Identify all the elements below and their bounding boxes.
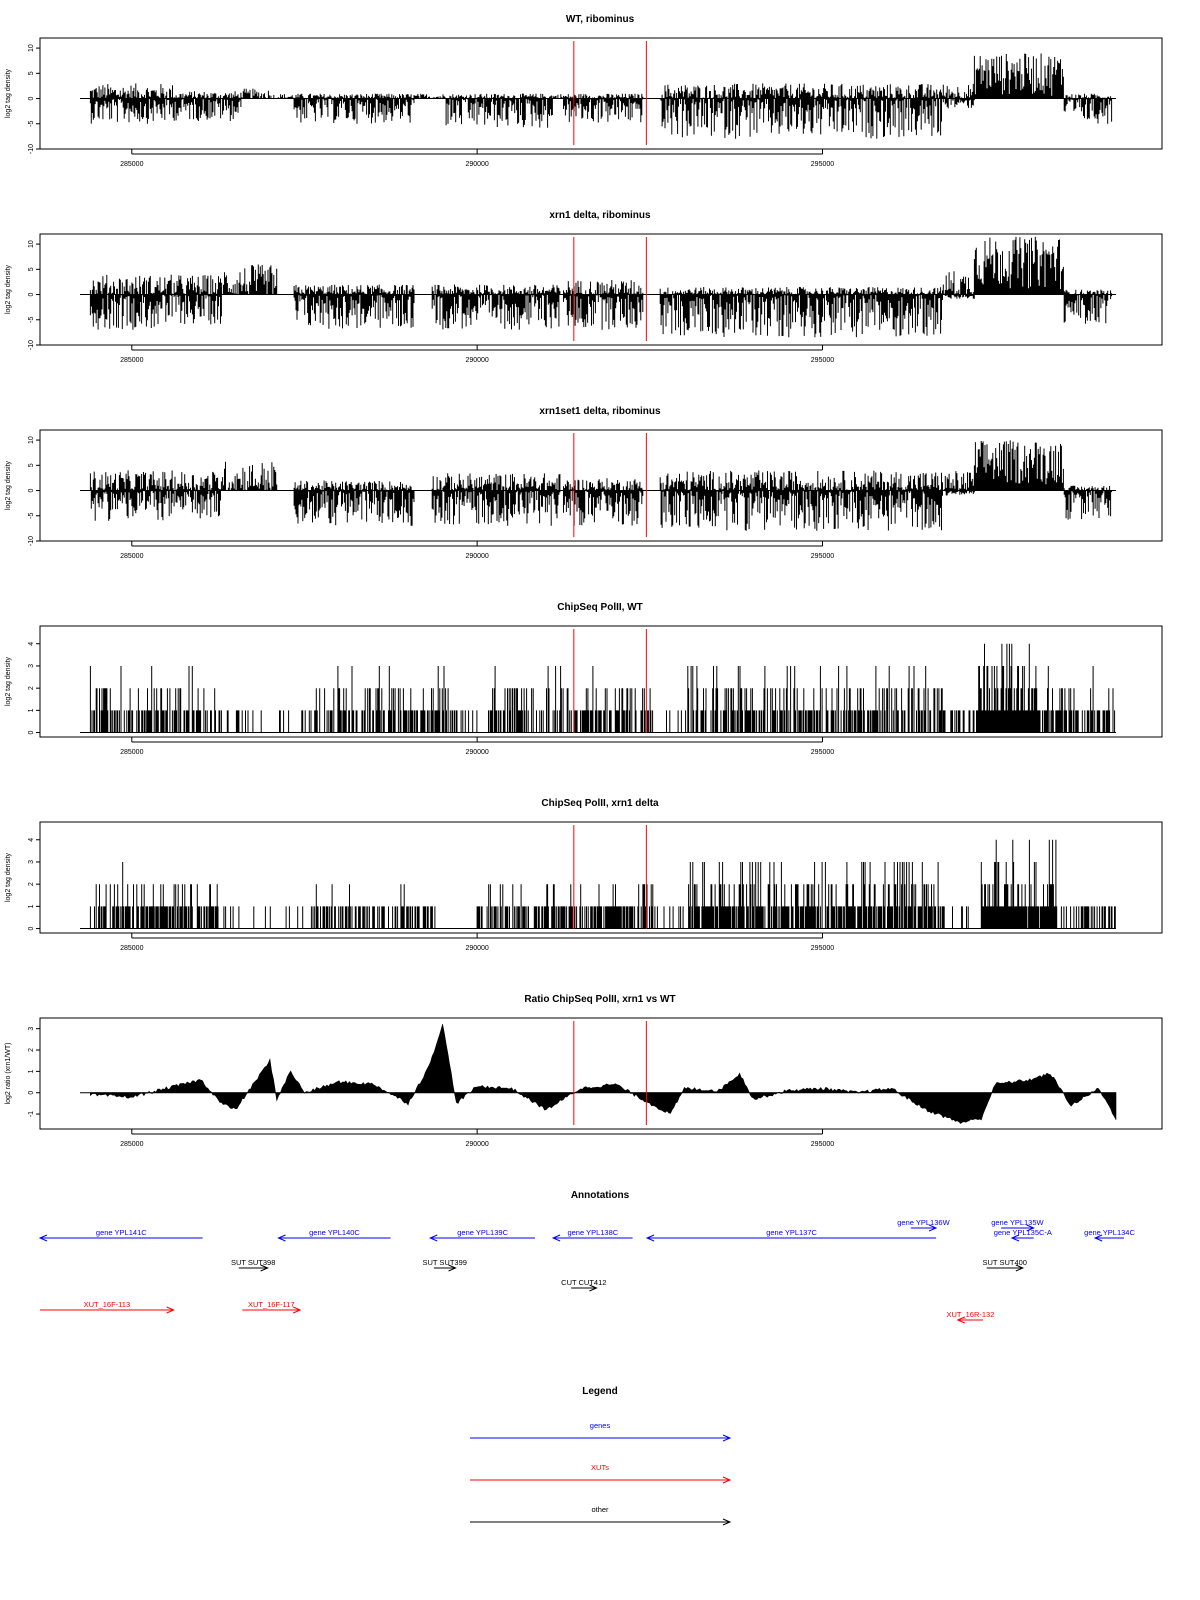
legend-label: other	[591, 1505, 609, 1514]
x-tick-label: 290000	[465, 553, 489, 560]
signal-segment	[564, 94, 643, 123]
annotation-label: gene YPL135C-A	[993, 1228, 1052, 1237]
annotation-label: gene YPL140C	[309, 1228, 360, 1237]
signal-segment	[432, 285, 560, 330]
signal-segment	[222, 265, 277, 295]
y-tick-label: -5	[28, 120, 35, 127]
signal-segment	[491, 666, 653, 733]
signal-segment	[222, 462, 277, 491]
chart-panel-ratio	[5, 994, 1162, 1148]
data-series	[90, 440, 1111, 530]
annotation-label: gene YPL137C	[766, 1228, 817, 1237]
signal-segment	[90, 470, 165, 520]
y-tick-label: -5	[28, 316, 35, 323]
signal-segment	[294, 285, 414, 329]
signal-segment	[294, 481, 414, 526]
signal-segment	[943, 906, 980, 928]
annotations-panel	[40, 1190, 1135, 1323]
annotation-XUTs	[242, 1300, 300, 1313]
annotation-label: gene YPL136W	[897, 1218, 950, 1227]
x-tick-label: 285000	[120, 161, 144, 168]
signal-segment	[1040, 666, 1115, 733]
signal-segment	[90, 862, 218, 929]
y-axis	[28, 838, 40, 931]
y-tick-label: 10	[28, 240, 35, 248]
annotation-label: XUT_16F-113	[83, 1300, 131, 1309]
annotation-label: gene YPL141C	[95, 1228, 147, 1237]
chart-panel-xrn1set1_ribominus	[5, 406, 1162, 560]
legend-entry-XUTs	[470, 1463, 730, 1483]
y-tick-label: 1	[28, 1069, 35, 1074]
signal-segment	[564, 478, 643, 526]
y-axis-label: log2 tag density	[5, 656, 12, 707]
x-tick-label: 295000	[810, 945, 835, 952]
y-tick-label: 4	[28, 641, 35, 646]
y-tick-label: 0	[28, 292, 35, 297]
y-tick-label: -10	[28, 535, 35, 547]
x-tick-label: 285000	[120, 945, 144, 952]
x-axis	[120, 541, 834, 560]
y-tick-label: 0	[28, 1090, 35, 1095]
signal-segment	[90, 666, 218, 733]
legend-label: XUTs	[591, 1463, 609, 1472]
signal-segment	[477, 884, 653, 928]
y-tick-label: -1	[28, 1110, 35, 1118]
chart-panel-wt_ribominus	[5, 14, 1162, 168]
annotation-genes	[897, 1218, 950, 1231]
x-tick-label: 285000	[120, 1141, 144, 1148]
annotation-label: SUT SUT398	[230, 1258, 276, 1267]
data-series	[90, 644, 1115, 733]
legend-title: Legend	[582, 1386, 618, 1397]
x-tick-label: 285000	[120, 553, 144, 560]
x-axis	[120, 345, 834, 364]
x-tick-label: 290000	[465, 161, 489, 168]
signal-segment	[688, 862, 943, 929]
signal-segment	[270, 94, 293, 98]
y-tick-label: 1	[28, 708, 35, 713]
chart-title: ChipSeq PolII, xrn1 delta	[541, 798, 659, 809]
annotation-other	[983, 1258, 1027, 1271]
x-tick-label: 290000	[465, 357, 489, 364]
y-tick-label: 0	[28, 96, 35, 101]
y-axis-label: log2 ratio (xrn1/WT)	[5, 1042, 12, 1105]
y-tick-label: 5	[28, 267, 35, 272]
signal-segment	[978, 644, 1039, 733]
annotation-genes	[40, 1228, 203, 1241]
y-axis-label: log2 tag density	[5, 460, 12, 511]
signal-segment	[553, 94, 563, 98]
y-tick-label: 10	[28, 436, 35, 444]
y-tick-label: 5	[28, 71, 35, 76]
annotation-genes	[647, 1228, 936, 1241]
signal-segment	[218, 710, 311, 732]
signal-segment	[173, 91, 242, 121]
plot-frame	[40, 1018, 1162, 1129]
annotation-other	[422, 1258, 466, 1271]
annotation-XUTs	[40, 1300, 174, 1313]
y-tick-label: 0	[28, 730, 35, 735]
y-tick-label: 0	[28, 488, 35, 493]
annotation-label: gene YPL135W	[991, 1218, 1044, 1227]
legend-label: genes	[589, 1421, 611, 1430]
y-tick-label: 2	[28, 686, 35, 691]
chart-title: ChipSeq PolII, WT	[557, 602, 643, 613]
chart-title: WT, ribominus	[565, 14, 635, 25]
legend-entry-genes	[470, 1421, 730, 1441]
signal-segment	[660, 471, 942, 531]
signal-segment	[311, 666, 449, 733]
y-tick-label: -10	[28, 143, 35, 155]
x-tick-label: 290000	[465, 1141, 489, 1148]
data-series	[90, 237, 1111, 337]
signal-segment	[218, 906, 311, 928]
x-tick-label: 285000	[120, 357, 144, 364]
signal-segment	[981, 840, 1056, 929]
annotation-genes	[278, 1228, 390, 1241]
signal-segment	[660, 83, 942, 138]
y-axis	[28, 436, 40, 546]
chart-title: xrn1set1 delta, ribominus	[539, 406, 661, 417]
annotation-label: gene YPL139C	[457, 1228, 509, 1237]
annotation-label: gene YPL134C	[1084, 1228, 1135, 1237]
y-tick-label: 2	[28, 882, 35, 887]
y-tick-label: 5	[28, 463, 35, 468]
y-tick-label: -5	[28, 512, 35, 519]
chart-panel-chip_wt	[5, 602, 1162, 756]
signal-segment	[974, 54, 1063, 99]
x-tick-label: 285000	[120, 749, 144, 756]
x-tick-label: 290000	[465, 749, 489, 756]
signal-segment	[311, 884, 435, 928]
signal-segment	[943, 84, 974, 109]
signal-segment	[943, 471, 974, 495]
y-tick-label: 1	[28, 904, 35, 909]
x-axis	[120, 149, 834, 168]
signal-segment	[1057, 906, 1115, 928]
ratio-area	[90, 1024, 1116, 1123]
y-axis	[28, 642, 40, 735]
signal-segment	[974, 237, 1063, 295]
annotation-XUTs	[946, 1310, 994, 1323]
x-axis	[120, 933, 834, 952]
chart-panel-chip_xrn1	[5, 798, 1162, 952]
annotation-label: gene YPL138C	[567, 1228, 619, 1237]
signal-segment	[90, 84, 172, 124]
y-axis	[28, 1027, 40, 1118]
x-tick-label: 290000	[465, 945, 489, 952]
chart-title: Ratio ChipSeq PolII, xrn1 vs WT	[524, 994, 676, 1005]
y-tick-label: 2	[28, 1048, 35, 1052]
chart-panel-xrn1_ribominus	[5, 210, 1162, 364]
annotation-genes	[430, 1228, 535, 1241]
signal-segment	[242, 89, 269, 99]
y-axis-label: log2 tag density	[5, 264, 12, 315]
signal-segment	[564, 280, 643, 330]
annotation-other	[231, 1258, 275, 1271]
x-axis	[120, 1129, 834, 1148]
data-series	[90, 840, 1115, 929]
signal-segment	[653, 906, 687, 928]
signal-segment	[166, 275, 221, 325]
signal-segment	[943, 710, 977, 732]
annotation-label: XUT_16F-117	[247, 1300, 295, 1309]
signal-segment	[688, 666, 943, 733]
annotation-other	[561, 1278, 606, 1291]
x-tick-label: 295000	[810, 161, 835, 168]
annotation-genes	[1084, 1228, 1135, 1241]
y-tick-label: 3	[28, 1026, 35, 1031]
annotation-label: SUT SUT400	[982, 1258, 1027, 1267]
signal-segment	[653, 710, 687, 732]
x-tick-label: 295000	[810, 357, 835, 364]
annotation-genes	[994, 1228, 1052, 1241]
annotation-label: CUT CUT412	[561, 1278, 607, 1287]
y-tick-label: 3	[28, 664, 35, 668]
y-tick-label: -10	[28, 339, 35, 351]
y-tick-label: 0	[28, 926, 35, 931]
annotation-genes	[553, 1228, 632, 1241]
legend-entry-other	[470, 1505, 730, 1525]
annotation-label: XUT_16R-132	[946, 1310, 995, 1319]
x-tick-label: 295000	[810, 1141, 835, 1148]
signal-segment	[166, 471, 221, 519]
y-axis-label: log2 tag density	[5, 852, 12, 903]
chart-title: xrn1 delta, ribominus	[549, 210, 651, 221]
legend-panel	[470, 1386, 730, 1525]
annotations-title: Annotations	[570, 1190, 630, 1201]
y-axis	[28, 44, 40, 154]
x-axis	[120, 737, 834, 756]
signal-segment	[450, 710, 491, 732]
signal-segment	[415, 94, 446, 99]
y-tick-label: 4	[28, 837, 35, 842]
data-series	[90, 1024, 1116, 1123]
x-tick-label: 295000	[810, 553, 835, 560]
x-tick-label: 295000	[810, 749, 835, 756]
y-tick-label: 10	[28, 44, 35, 52]
y-tick-label: 3	[28, 860, 35, 864]
signal-segment	[974, 440, 1063, 490]
data-series	[90, 54, 1111, 139]
y-axis	[28, 240, 40, 350]
annotation-label: SUT SUT399	[422, 1258, 467, 1267]
signal-segment	[432, 473, 560, 526]
y-axis-label: log2 tag density	[5, 68, 12, 119]
signal-segment	[90, 275, 165, 330]
